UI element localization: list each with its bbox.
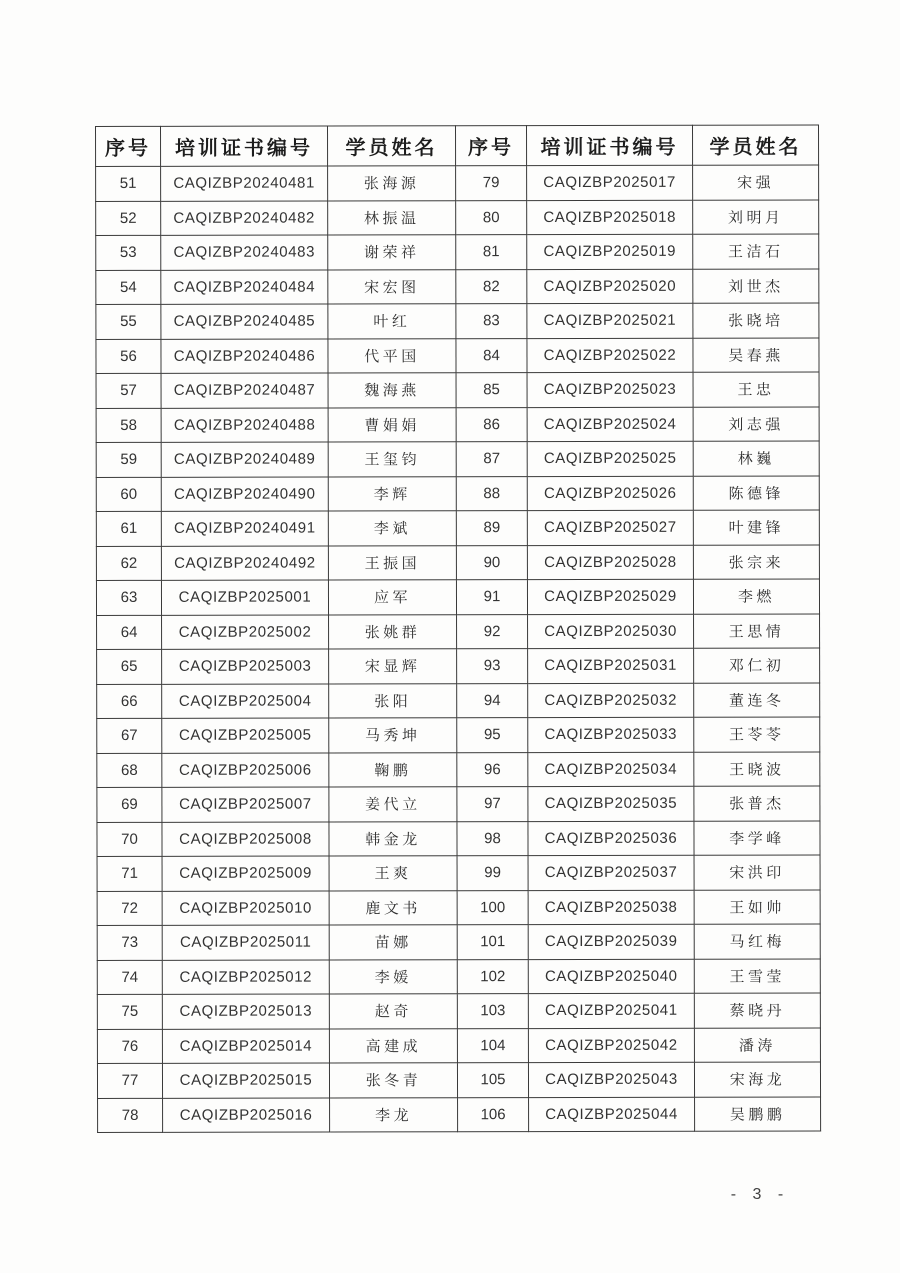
serial-cell-right: 90 [456,545,527,580]
student-name-cell-left: 王振国 [328,545,456,580]
table-row [97,924,820,960]
serial-cell-left: 76 [97,1029,162,1064]
student-name-cell-left: 张冬青 [329,1063,457,1098]
serial-cell-right: 82 [456,269,527,304]
serial-cell-right: 87 [456,442,527,477]
student-name-cell-left: 鞠鹏 [329,752,457,787]
cert-number-cell-right: CAQIZBP2025019 [527,234,693,269]
table-row [97,993,820,1029]
cert-number-cell-right: CAQIZBP2025025 [527,441,693,476]
serial-cell-right: 106 [458,1097,529,1132]
table-row [97,1027,820,1063]
cert-number-cell-right: CAQIZBP2025043 [528,1062,694,1097]
table-row [96,372,819,408]
cert-number-cell-left: CAQIZBP2025004 [162,684,329,719]
cert-number-cell-right: CAQIZBP2025023 [527,372,693,407]
student-name-cell-right: 刘志强 [693,406,819,441]
serial-cell-right: 85 [456,373,527,408]
serial-cell-left: 72 [97,891,162,926]
student-name-cell-right: 李燃 [693,579,819,614]
student-name-cell-left: 张姚群 [329,614,457,649]
student-name-cell-left: 谢荣祥 [328,235,456,270]
table-row [96,303,819,339]
student-name-cell-left: 宋宏图 [328,269,456,304]
student-name-cell-left: 张海源 [328,166,456,201]
student-name-cell-right: 刘世杰 [693,268,819,303]
serial-cell-right: 104 [457,1028,528,1063]
table-row [96,337,819,373]
table-row [97,1062,820,1098]
cert-number-cell-left: CAQIZBP2025002 [162,615,329,650]
student-name-cell-right: 王思情 [694,613,820,648]
student-name-cell-right: 宋海龙 [694,1062,820,1097]
cert-number-cell-left: CAQIZBP20240487 [161,373,328,408]
student-name-cell-left: 宋显辉 [329,649,457,684]
cert-number-cell-left: CAQIZBP20240482 [161,201,328,236]
header-name-left: 学员姓名 [328,126,456,166]
serial-cell-left: 60 [96,477,161,512]
table-row [97,820,820,856]
cert-number-cell-right: CAQIZBP2025040 [528,959,694,994]
serial-cell-left: 75 [97,994,162,1029]
serial-cell-right: 86 [456,407,527,442]
cert-number-cell-left: CAQIZBP2025011 [162,925,329,960]
student-name-cell-right: 张普杰 [694,786,820,821]
cert-number-cell-right: CAQIZBP2025029 [527,579,693,614]
serial-cell-left: 62 [96,546,161,581]
cert-number-cell-left: CAQIZBP20240492 [161,546,328,581]
student-name-cell-right: 王洁石 [693,234,819,269]
student-name-cell-right: 王晓波 [694,751,820,786]
student-name-cell-right: 李学峰 [694,820,820,855]
cert-number-cell-right: CAQIZBP2025027 [527,510,693,545]
cert-number-cell-right: CAQIZBP2025026 [527,476,693,511]
student-name-cell-right: 马红梅 [694,924,820,959]
student-name-cell-right: 王忠 [693,372,819,407]
student-name-cell-right: 吴鹏鹏 [695,1096,821,1131]
student-name-cell-right: 张晓培 [693,303,819,338]
student-name-cell-left: 王玺钧 [328,442,456,477]
cert-number-cell-left: CAQIZBP20240486 [161,339,328,374]
student-name-cell-right: 王如帅 [694,889,820,924]
cert-number-cell-right: CAQIZBP2025035 [528,786,694,821]
cert-number-cell-left: CAQIZBP2025008 [162,822,329,857]
student-name-cell-left: 高建成 [329,1028,457,1063]
header-serial-right: 序号 [456,126,527,166]
student-name-cell-left: 李龙 [330,1097,458,1132]
table-row [97,855,820,891]
table-row [96,165,819,201]
header-serial-left: 序号 [96,126,161,166]
cert-number-cell-left: CAQIZBP2025014 [162,1029,329,1064]
serial-cell-right: 83 [456,304,527,339]
student-name-cell-left: 鹿文书 [329,890,457,925]
student-name-cell-right: 吴春燕 [693,337,819,372]
table-row [98,1096,821,1132]
cert-number-cell-right: CAQIZBP2025039 [528,924,694,959]
serial-cell-left: 67 [97,718,162,753]
cert-number-cell-right: CAQIZBP2025017 [527,165,693,200]
student-name-cell-left: 叶红 [328,304,456,339]
serial-cell-right: 89 [456,511,527,546]
table-row [97,958,820,994]
serial-cell-right: 101 [457,925,528,960]
serial-cell-left: 71 [97,856,162,891]
serial-cell-left: 53 [96,235,161,270]
student-name-cell-left: 苗娜 [329,925,457,960]
header-cert-left: 培训证书编号 [161,126,328,166]
serial-cell-left: 59 [96,442,161,477]
table-row [97,751,820,787]
student-name-cell-left: 李媛 [329,959,457,994]
cert-number-cell-left: CAQIZBP20240481 [161,166,328,201]
student-name-cell-left: 代平国 [328,338,456,373]
student-name-cell-left: 林振温 [328,200,456,235]
cert-number-cell-right: CAQIZBP2025036 [528,821,694,856]
serial-cell-left: 63 [96,580,161,615]
header-name-right: 学员姓名 [692,125,818,165]
serial-cell-right: 88 [456,476,527,511]
table-row [96,234,819,270]
serial-cell-left: 55 [96,304,161,339]
serial-cell-right: 98 [457,821,528,856]
cert-number-cell-left: CAQIZBP20240488 [161,408,328,443]
cert-number-cell-right: CAQIZBP2025044 [529,1097,695,1132]
table-row [96,579,819,615]
serial-cell-right: 97 [457,787,528,822]
table-row [96,475,819,511]
table-row [97,613,820,649]
serial-cell-left: 66 [97,684,162,719]
student-name-cell-right: 王苓苓 [694,717,820,752]
serial-cell-right: 105 [457,1063,528,1098]
serial-cell-right: 103 [457,994,528,1029]
student-name-cell-right: 蔡晓丹 [694,993,820,1028]
table-row [96,268,819,304]
table-row [97,889,820,925]
serial-cell-right: 95 [457,718,528,753]
table-body [96,165,821,1133]
serial-cell-right: 94 [457,683,528,718]
cert-number-cell-left: CAQIZBP2025012 [162,960,329,995]
student-name-cell-left: 曹娟娟 [328,407,456,442]
student-name-cell-right: 林巍 [693,441,819,476]
cert-number-cell-right: CAQIZBP2025033 [528,717,694,752]
cert-number-cell-left: CAQIZBP2025003 [162,649,329,684]
serial-cell-right: 99 [457,856,528,891]
table-header-row [96,125,819,167]
cert-number-cell-right: CAQIZBP2025018 [527,200,693,235]
cert-number-cell-left: CAQIZBP2025001 [161,580,328,615]
student-name-cell-right: 陈德锋 [693,475,819,510]
cert-number-cell-left: CAQIZBP20240485 [161,304,328,339]
serial-cell-left: 51 [96,166,161,201]
serial-cell-right: 100 [457,890,528,925]
serial-cell-right: 96 [457,752,528,787]
certificate-table [95,124,821,1133]
serial-cell-left: 54 [96,270,161,305]
serial-cell-left: 64 [97,615,162,650]
cert-number-cell-right: CAQIZBP2025030 [528,614,694,649]
serial-cell-left: 70 [97,822,162,857]
student-name-cell-left: 王爽 [329,856,457,891]
student-name-cell-right: 叶建锋 [693,510,819,545]
serial-cell-right: 84 [456,338,527,373]
serial-cell-right: 80 [456,200,527,235]
serial-cell-left: 69 [97,787,162,822]
serial-cell-right: 102 [457,959,528,994]
student-name-cell-right: 王雪莹 [694,958,820,993]
cert-number-cell-right: CAQIZBP2025041 [528,993,694,1028]
table-row [97,648,820,684]
student-name-cell-right: 潘涛 [694,1027,820,1062]
serial-cell-right: 79 [456,166,527,201]
student-name-cell-left: 韩金龙 [329,821,457,856]
serial-cell-left: 68 [97,753,162,788]
cert-number-cell-right: CAQIZBP2025042 [528,1028,694,1063]
serial-cell-left: 57 [96,373,161,408]
serial-cell-left: 77 [97,1063,162,1098]
cert-number-cell-right: CAQIZBP2025032 [528,683,694,718]
student-name-cell-right: 宋洪印 [694,855,820,890]
serial-cell-right: 91 [456,580,527,615]
student-name-cell-right: 宋强 [693,165,819,200]
student-name-cell-left: 魏海燕 [328,373,456,408]
table-row [97,717,820,753]
cert-number-cell-right: CAQIZBP2025024 [527,407,693,442]
cert-number-cell-left: CAQIZBP20240483 [161,235,328,270]
cert-number-cell-left: CAQIZBP20240489 [161,442,328,477]
cert-number-cell-left: CAQIZBP2025006 [162,753,329,788]
serial-cell-left: 65 [97,649,162,684]
student-name-cell-left: 姜代立 [329,787,457,822]
table-row [97,682,820,718]
serial-cell-left: 78 [98,1098,163,1133]
cert-number-cell-left: CAQIZBP2025007 [162,787,329,822]
student-name-cell-left: 赵奇 [329,994,457,1029]
student-name-cell-left: 马秀坤 [329,718,457,753]
cert-number-cell-right: CAQIZBP2025034 [528,752,694,787]
cert-number-cell-left: CAQIZBP2025013 [162,994,329,1029]
serial-cell-left: 56 [96,339,161,374]
cert-number-cell-right: CAQIZBP2025021 [527,303,693,338]
serial-cell-left: 61 [96,511,161,546]
student-name-cell-right: 董连冬 [694,682,820,717]
cert-number-cell-left: CAQIZBP2025009 [162,856,329,891]
student-name-cell-left: 李斌 [328,511,456,546]
cert-number-cell-right: CAQIZBP2025031 [528,648,694,683]
cert-number-cell-right: CAQIZBP2025037 [528,855,694,890]
student-name-cell-right: 张宗来 [693,544,819,579]
table-row [96,544,819,580]
table-row [97,786,820,822]
serial-cell-left: 58 [96,408,161,443]
cert-number-cell-right: CAQIZBP2025028 [527,545,693,580]
cert-number-cell-left: CAQIZBP2025005 [162,718,329,753]
student-name-cell-right: 邓仁初 [694,648,820,683]
serial-cell-left: 52 [96,201,161,236]
table-row [96,406,819,442]
serial-cell-right: 93 [457,649,528,684]
cert-number-cell-left: CAQIZBP20240491 [161,511,328,546]
cert-number-cell-right: CAQIZBP2025022 [527,338,693,373]
student-name-cell-right: 刘明月 [693,199,819,234]
table-row [96,441,819,477]
table-row [96,510,819,546]
student-name-cell-left: 应军 [328,580,456,615]
cert-number-cell-left: CAQIZBP20240484 [161,270,328,305]
student-name-cell-left: 李辉 [328,476,456,511]
cert-number-cell-left: CAQIZBP2025015 [162,1063,329,1098]
cert-number-cell-right: CAQIZBP2025020 [527,269,693,304]
serial-cell-right: 81 [456,235,527,270]
serial-cell-left: 73 [97,925,162,960]
cert-number-cell-left: CAQIZBP2025010 [162,891,329,926]
cert-number-cell-left: CAQIZBP20240490 [161,477,328,512]
student-name-cell-left: 张阳 [329,683,457,718]
cert-number-cell-right: CAQIZBP2025038 [528,890,694,925]
cert-number-cell-left: CAQIZBP2025016 [163,1098,330,1133]
table-row [96,199,819,235]
page-number: - 3 - [730,1186,790,1203]
serial-cell-right: 92 [457,614,528,649]
header-cert-right: 培训证书编号 [527,125,693,165]
serial-cell-left: 74 [97,960,162,995]
